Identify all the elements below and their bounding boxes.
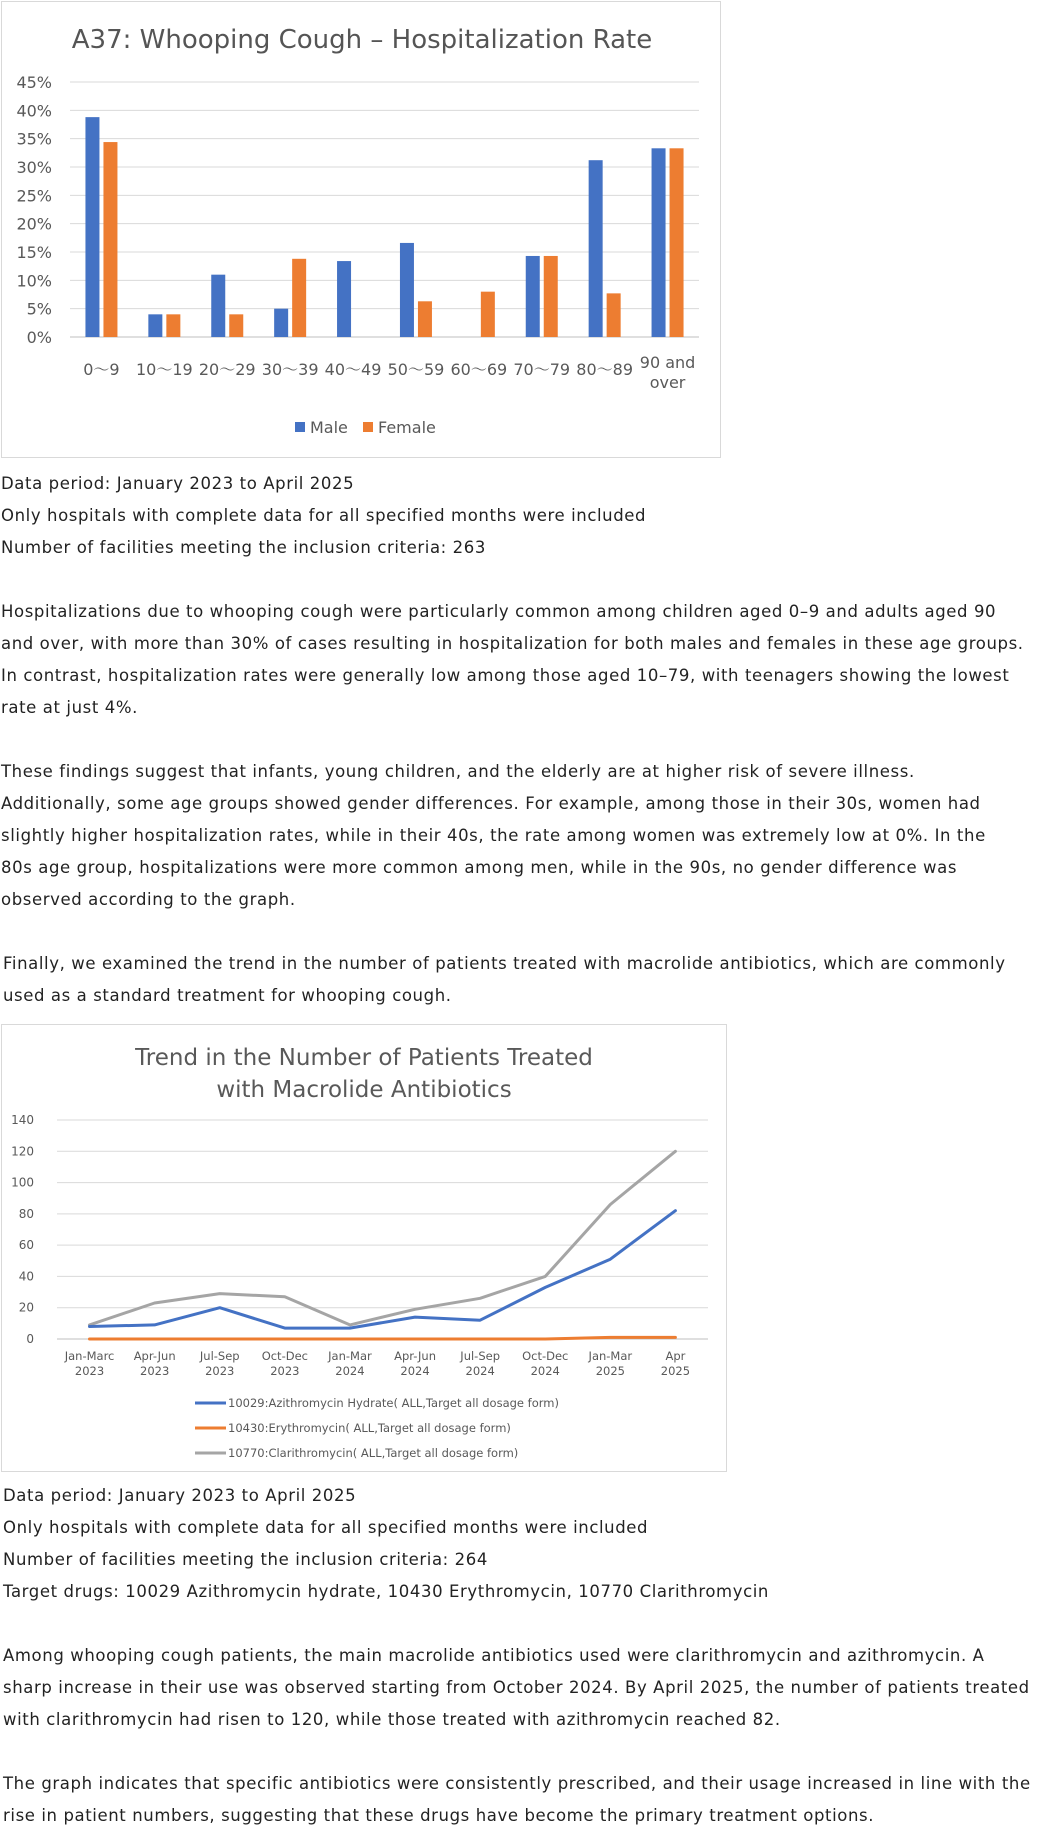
chart1-bar-female [481, 292, 495, 337]
chart1-bar-female [418, 301, 432, 337]
chart1-legend-label-female: Female [378, 418, 436, 437]
paragraph-macrolide-usage: Among whooping cough patients, the main macrolide antibiotics used were clarithromycin and azithromycin. A sharp increase in their use was observed starting from October 2024. By April 2025, the number of patients treated with clarithromycin had risen to 120, while those treated with azithromycin reached 82. [3, 1646, 1030, 1729]
macrolide-trend-chart [1, 1024, 727, 1472]
chart1-x-tick-label: 50～59 [387, 360, 445, 379]
chart1-bar-male [652, 148, 666, 337]
chart1-bar-male [526, 256, 540, 337]
chart2-notes [3, 1480, 1038, 1608]
chart1-x-tick-label: 60～69 [450, 360, 508, 379]
chart2-inclusion-note: Only hospitals with complete data for all specified months were included [3, 1518, 649, 1537]
chart2-y-tick-label: 100 [11, 1175, 34, 1190]
chart1-legend-label-male: Male [310, 418, 348, 437]
chart1-x-tick-label: 70～79 [513, 360, 571, 379]
chart2-x-tick-label: Oct-Dec 2023 [261, 1349, 308, 1378]
chart1-y-tick-label: 35% [16, 129, 52, 149]
chart2-x-tick-label: Apr-Jun 2024 [394, 1349, 437, 1378]
chart1-bar-female [544, 256, 558, 337]
chart2-y-tick-label: 120 [11, 1144, 34, 1159]
chart1-legend-swatch [363, 422, 373, 432]
paragraph-conclusion: The graph indicates that specific antibiotics were consistently prescribed, and their usage increased in line with the rise in patient numbers, suggesting that these drugs have become the primary treatment options. [3, 1774, 1031, 1825]
chart2-legend-label: 10430:Erythromycin( ALL,Target all dosage form) [228, 1421, 511, 1435]
chart2-x-tick-label: Jan-Mar 2024 [328, 1349, 372, 1378]
chart1-y-tick-label: 5% [26, 299, 52, 319]
chart1-x-tick-label: 30～39 [261, 360, 319, 379]
chart2-x-tick-label: Jul-Sep 2023 [199, 1349, 240, 1378]
chart1-x-tick-label: 80～89 [576, 360, 634, 379]
chart2-x-tick-label: Apr 2025 [660, 1349, 691, 1378]
chart1-y-tick-label: 20% [16, 214, 52, 234]
chart2-series-line-3 [90, 1151, 676, 1325]
chart1-bar-male [85, 117, 99, 337]
chart2-y-tick-label: 20 [18, 1300, 34, 1315]
chart2-y-tick-label: 40 [18, 1269, 34, 1284]
chart1-bar-male [400, 243, 414, 337]
chart1-bar-male [211, 275, 225, 337]
chart1-y-tick-label: 15% [16, 243, 52, 262]
chart2-target-drugs: Target drugs: 10029 Azithromycin hydrate, 10430 Erythromycin, 10770 Clarithromycin [3, 1582, 769, 1601]
chart1-bar-female [607, 293, 621, 337]
chart1-inclusion-note: Only hospitals with complete data for all specified months were included [1, 506, 647, 525]
chart1-bar-male [274, 309, 288, 337]
chart1-y-tick-label: 10% [16, 271, 52, 291]
chart1-x-tick-label: 20～29 [198, 360, 256, 379]
chart1-bar-female [229, 314, 243, 337]
chart1-bar-male [148, 314, 162, 337]
chart2-y-tick-label: 60 [18, 1238, 34, 1253]
chart1-x-tick-label: 0～9 [83, 360, 120, 379]
chart1-y-tick-label: 0% [26, 328, 52, 347]
chart2-y-tick-label: 80 [18, 1206, 34, 1221]
macrolide-trend-chart-svg [2, 1025, 726, 1471]
chart2-facility-count: Number of facilities meeting the inclusion criteria: 264 [3, 1550, 488, 1569]
paragraph-macrolide-intro: Finally, we examined the trend in the number of patients treated with macrolide antibiotics, which are commonly used as a standard treatment for whooping cough. [3, 954, 1006, 1005]
hospitalization-rate-chart-svg [2, 2, 720, 457]
chart1-x-tick-label: 10～19 [135, 360, 193, 379]
chart2-legend-label: 10770:Clarithromycin( ALL,Target all dosage form) [228, 1446, 519, 1460]
hospitalization-rate-chart [1, 1, 721, 458]
chart1-notes [1, 468, 1036, 564]
chart2-y-tick-label: 0 [26, 1332, 34, 1346]
chart2-x-tick-label: Oct-Dec 2024 [522, 1349, 569, 1378]
chart1-y-tick-label: 45% [16, 73, 52, 92]
chart2-data-period: Data period: January 2023 to April 2025 [3, 1486, 357, 1505]
chart1-y-tick-label: 40% [16, 101, 52, 121]
chart2-x-tick-label: Jan-Marc 2023 [64, 1349, 115, 1378]
chart2-x-tick-label: Apr-Jun 2023 [133, 1349, 176, 1378]
chart1-facility-count: Number of facilities meeting the inclusion criteria: 263 [1, 538, 486, 557]
paragraph-hospitalization-summary: Hospitalizations due to whooping cough were particularly common among children aged 0–9 and adults aged 90 and over, with more than 30% of cases resulting in hospitalization for both males and females in these age groups. In contrast, hospitalization rates were generally low among those aged 10–79, with teenagers showing the lowest rate at just 4%. [1, 602, 1024, 717]
chart1-bar-female [166, 314, 180, 337]
chart1-x-tick-label: 40～49 [324, 360, 382, 379]
chart1-y-tick-label: 25% [16, 186, 52, 206]
chart2-x-tick-label: Jan-Mar 2025 [588, 1349, 633, 1378]
chart1-data-period: Data period: January 2023 to April 2025 [1, 474, 355, 493]
chart1-bar-male [589, 160, 603, 337]
chart2-title: Trend in the Number of Patients Treated with Macrolide Antibiotics [135, 1045, 593, 1103]
chart1-bar-female [670, 148, 684, 337]
chart1-title: A37: Whooping Cough – Hospitalization Rate [71, 25, 653, 55]
paragraph-risk-findings: These findings suggest that infants, young children, and the elderly are at higher risk of severe illness. Additionally, some age groups showed gender differences. For example, among those in their 30s, women had slightly higher hospitalization rates, while in their 40s, the rate among women was extremely low at 0%. In the 80s age group, hospitalizations were more common among men, while in the 90s, no gender difference was observed according to the graph. [1, 762, 986, 909]
chart2-x-tick-label: Jul-Sep 2024 [460, 1349, 501, 1378]
chart2-legend-label: 10029:Azithromycin Hydrate( ALL,Target all dosage form) [228, 1396, 559, 1410]
chart2-series-line-2 [90, 1337, 676, 1339]
chart1-bar-male [337, 261, 351, 337]
chart1-bar-female [103, 142, 117, 337]
chart1-bar-female [292, 259, 306, 337]
chart1-legend-swatch [295, 422, 305, 432]
chart1-y-tick-label: 30% [16, 158, 52, 177]
chart2-y-tick-label: 140 [11, 1113, 34, 1127]
chart1-x-tick-label: 90 and over [639, 353, 696, 392]
